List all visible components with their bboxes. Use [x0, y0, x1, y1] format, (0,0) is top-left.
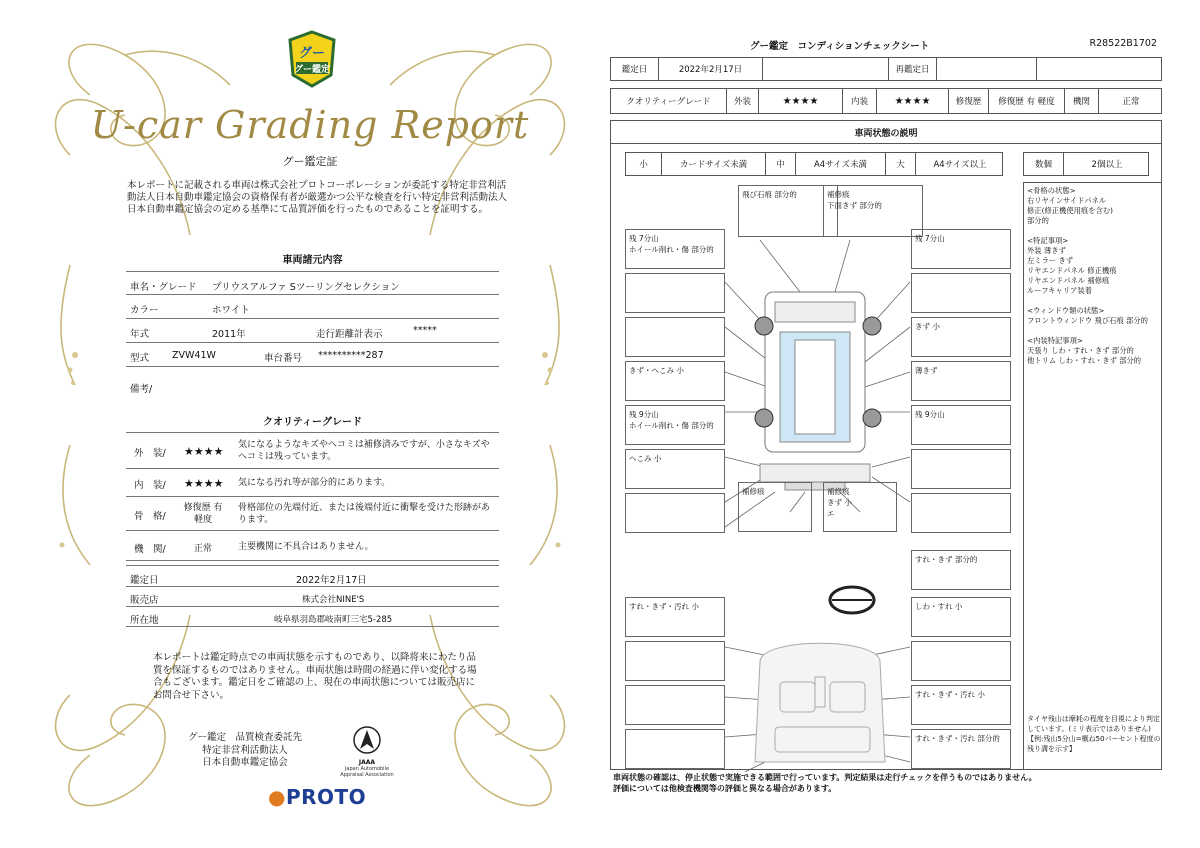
- note-head: <骨格の状態>: [1027, 186, 1076, 195]
- grading-certificate: [30, 25, 590, 825]
- note-group-frame: [1027, 186, 1158, 226]
- grade-label: 内 装/: [134, 480, 166, 491]
- note-group-special: [1027, 236, 1158, 296]
- tire-note: タイヤ残山は摩耗の程度を目視により判定しています。(ミリ表示ではありません)【例:残山5分山=概ね50パーセント程度の残り溝を示す】: [1027, 715, 1161, 753]
- steering-wheel-icon: [830, 587, 874, 613]
- car-top-view-icon: [755, 292, 881, 490]
- grade-text: 気になるようなキズやヘコミは補修済みですが、小さなキズやヘコミは残っています。: [238, 440, 490, 462]
- proto-logo: ●PROTO: [268, 785, 367, 809]
- color-value: ホワイト: [212, 305, 250, 316]
- note-head: <特記事項>: [1027, 236, 1069, 245]
- damage-box-interior-right-4: すれ・きず・汚れ 部分的: [911, 729, 1011, 769]
- jaaa-subtitle: Japan Automobile Appraisal Association: [340, 766, 394, 778]
- damage-box-front-right-tire: 残 7分山: [911, 229, 1011, 269]
- sheet-id: R28522B1702: [1089, 38, 1157, 49]
- note-line: 左ミラー きず: [1027, 256, 1074, 265]
- grade-value: 正常: [194, 544, 213, 554]
- damage-box-left-3: [625, 317, 725, 357]
- model-label: 型式: [130, 353, 150, 364]
- shop-label: 販売店: [130, 595, 159, 606]
- damage-box-left-7: [625, 493, 725, 533]
- chassis-value: **********287: [318, 350, 384, 361]
- damage-box-rear-mid: 補修痕: [738, 482, 812, 532]
- damage-box-right-6: [911, 449, 1011, 489]
- damage-box-rear-right-tire: 残 9分山: [911, 405, 1011, 445]
- row-shop: [126, 587, 499, 607]
- date-row: [610, 57, 1162, 81]
- spec-section-title: 車両諸元内容: [282, 255, 343, 266]
- note-line: 外装 薄きず: [1027, 246, 1066, 255]
- date-label: 鑑定日: [130, 575, 159, 586]
- row-address: [126, 607, 499, 627]
- note-line: ルーフキャリア装着: [1027, 286, 1093, 295]
- certificate-title: U-car Grading Report: [90, 103, 530, 147]
- damage-box-front-left-tire: 残 7分山 ホイール削れ・傷 部分的: [625, 229, 725, 269]
- damage-box-left-2: [625, 273, 725, 313]
- badge-text: グー鑑定: [293, 65, 331, 75]
- size-small-desc: カードサイズ未満: [662, 153, 766, 175]
- engine-value: 正常: [1122, 97, 1140, 107]
- size-large-label: 大: [886, 153, 916, 175]
- name-value: プリウスアルファ Sツーリングセレクション: [212, 282, 400, 293]
- damage-box-rear-left-tire: 残 9分山 ホイール削れ・傷 部分的: [625, 405, 725, 445]
- grade-text: 骨格部位の先端付近、または後端付近に衝撃を受けた形跡があります。: [238, 503, 491, 525]
- grade-value: ★★★★: [184, 445, 224, 458]
- reappraisal-label: 再鑑定日: [889, 58, 937, 80]
- grade-value: ★★★★: [184, 477, 224, 490]
- goo-appraisal-badge-icon: [287, 30, 337, 88]
- date-label: 鑑定日: [611, 58, 659, 80]
- mileage-label: 走行距離計表示: [316, 329, 383, 340]
- grade-row-exterior: [126, 432, 499, 469]
- row-color: [126, 295, 499, 319]
- damage-box-front-right: 補修痕 下面きず 部分的: [823, 185, 923, 237]
- model-value: ZVW41W: [172, 350, 216, 361]
- sheet-title: グー鑑定 コンディションチェックシート: [750, 41, 930, 52]
- quality-row: [610, 88, 1162, 114]
- notes-panel: [1023, 182, 1162, 770]
- issuer-line: 日本自動車鑑定協会: [202, 757, 288, 768]
- note-line: 部分的: [1027, 216, 1049, 225]
- chassis-label: 車台番号: [264, 353, 303, 364]
- grade-label: 骨 格/: [134, 511, 166, 522]
- note-group-interior: [1027, 336, 1158, 366]
- jaaa-name: JAAA: [358, 759, 376, 766]
- engine-label: 機関: [1065, 89, 1099, 113]
- size-small-label: 小: [626, 153, 662, 175]
- quality-section-title: クオリティーグレード: [263, 417, 362, 428]
- row-year-mileage: [126, 319, 499, 343]
- note-line: 修正(修正機使用痕を含む): [1027, 206, 1113, 215]
- damage-box-interior-left-4: [625, 729, 725, 769]
- jaaa-logo: [337, 725, 397, 778]
- damage-box-right-4: 薄きず: [911, 361, 1011, 401]
- year-value: 2011年: [212, 329, 246, 340]
- exterior-label: 外装: [727, 89, 759, 113]
- note-line: 他トリム しわ・すれ・きず 部分的: [1027, 356, 1142, 365]
- certificate-bottom-note: 本レポートは鑑定時点での車両状態を示すものであり、以降将来にわたり品質を保証するものではありません。車両状態は時間の経過に伴い変化する場合もございます。鑑定日をご確認の上、現在の車両状態については販売店にお問合せ下さい。: [153, 652, 477, 701]
- repair-label: 修復歴: [949, 89, 989, 113]
- grade-text: 主要機関に不具合はありません。: [238, 542, 374, 552]
- note-line: 右リヤインサイドパネル: [1027, 196, 1107, 205]
- condition-check-sheet: [610, 32, 1165, 802]
- note-group-windows: [1027, 306, 1158, 326]
- issuer-line: 特定非営利活動法人: [202, 744, 288, 756]
- reappraisal-value: [937, 58, 1037, 80]
- sheet-footer: [613, 772, 1165, 794]
- damage-box-rear-right: 補修痕 きず 小 エ: [823, 482, 897, 532]
- state-title: 車両状態の説明: [610, 120, 1162, 144]
- damage-box-front-mid: 飛び石痕 部分的: [738, 185, 838, 237]
- remarks-label: 備考/: [130, 384, 153, 395]
- damage-box-left-6: へこみ 小: [625, 449, 725, 489]
- name-label: 車名・グレード: [130, 282, 197, 293]
- count-desc: 2個以上: [1091, 160, 1123, 170]
- date-value: 2022年2月17日: [296, 575, 367, 586]
- grade-value: 修復歴 有 軽度: [183, 503, 223, 525]
- note-line: 天張り しわ・すれ・きず 部分的: [1027, 346, 1134, 355]
- issuer-block: [170, 732, 320, 770]
- damage-box-interior-left-2: [625, 641, 725, 681]
- quality-label: クオリティーグレード: [611, 89, 727, 113]
- mileage-value: *****: [413, 325, 437, 336]
- color-label: カラー: [130, 305, 159, 316]
- grade-text: 気になる汚れ等が部分的にあります。: [238, 478, 391, 488]
- size-legend: [625, 152, 1003, 176]
- date-value: 2022年2月17日: [659, 58, 763, 80]
- grade-label: 外 装/: [134, 448, 166, 459]
- damage-box-interior-right-1: しわ・すれ 小: [911, 597, 1011, 637]
- count-legend: [1023, 152, 1149, 176]
- address-value: 岐阜県羽島郡岐南町三宅5-285: [274, 615, 393, 625]
- size-mid-label: 中: [766, 153, 796, 175]
- grade-row-engine: [126, 531, 499, 561]
- certificate-intro: 本レポートに記載される車両は株式会社プロトコーポレーションが委託する特定非営利活動法人日本自動車鑑定協会の資格保有者が厳選かつ公平な検査を行い特定非営利活動法人日本自動車鑑定協会の定める基準にて品質評価を行ったものであることを証明する。: [127, 180, 508, 215]
- count-label: 数個: [1024, 153, 1064, 175]
- note-line: リヤエンドパネル 補修痕: [1027, 276, 1110, 285]
- damage-box-right-3: きず 小: [911, 317, 1011, 357]
- damage-box-interior-left-1: すれ・きず・汚れ 小: [625, 597, 725, 637]
- year-label: 年式: [130, 329, 150, 340]
- damage-box-interior-right-2: [911, 641, 1011, 681]
- size-mid-desc: A4サイズ未満: [796, 153, 886, 175]
- certificate-subtitle: グー鑑定証: [282, 155, 338, 168]
- exterior-value: ★★★★: [759, 89, 843, 113]
- footer-line-1: 車両状態の確認は、停止状態で実施できる範囲で行っています。判定結果は走行チェックを伴うものではありません。: [613, 773, 1037, 782]
- grade-row-frame: [126, 497, 499, 531]
- svg-text:グー: グー: [298, 46, 326, 61]
- note-head: <ウィンドウ類の状態>: [1027, 306, 1105, 315]
- shop-value: 株式会社NINE'S: [302, 595, 365, 605]
- footer-line-2: 評価については他検査機関等の評価と異なる場合があります。: [613, 784, 837, 793]
- damage-box-right-2: [911, 273, 1011, 313]
- interior-label: 内装: [843, 89, 877, 113]
- repair-value: 修復歴 有 軽度: [989, 89, 1065, 113]
- row-model-chassis: [126, 343, 499, 367]
- size-large-desc: A4サイズ以上: [933, 160, 987, 170]
- note-line: リヤエンドパネル 修正機痕: [1027, 266, 1117, 275]
- date-blank: [763, 58, 889, 80]
- issuer-line: グー鑑定 品質検査委託先: [187, 732, 302, 743]
- interior-value: ★★★★: [877, 89, 949, 113]
- row-name-grade: [126, 271, 499, 295]
- damage-box-interior-right-3: すれ・きず・汚れ 小: [911, 685, 1011, 725]
- address-label: 所在地: [130, 615, 159, 626]
- damage-box-steering: すれ・きず 部分的: [911, 550, 1011, 590]
- row-appraisal-date: [126, 565, 499, 587]
- row-remarks: [126, 367, 499, 397]
- note-line: フロントウィンドウ 飛び石痕 部分的: [1027, 316, 1148, 325]
- damage-box-interior-left-3: [625, 685, 725, 725]
- jaaa-emblem-icon: [352, 725, 382, 755]
- grade-label: 機 関/: [134, 544, 166, 555]
- note-head: <内装特記事項>: [1027, 336, 1084, 345]
- damage-box-right-7: [911, 493, 1011, 533]
- damage-box-left-4: きず・へこみ 小: [625, 361, 725, 401]
- grade-row-interior: [126, 469, 499, 497]
- car-interior-icon: [755, 643, 885, 762]
- proto-logo-icon: ●: [268, 785, 286, 809]
